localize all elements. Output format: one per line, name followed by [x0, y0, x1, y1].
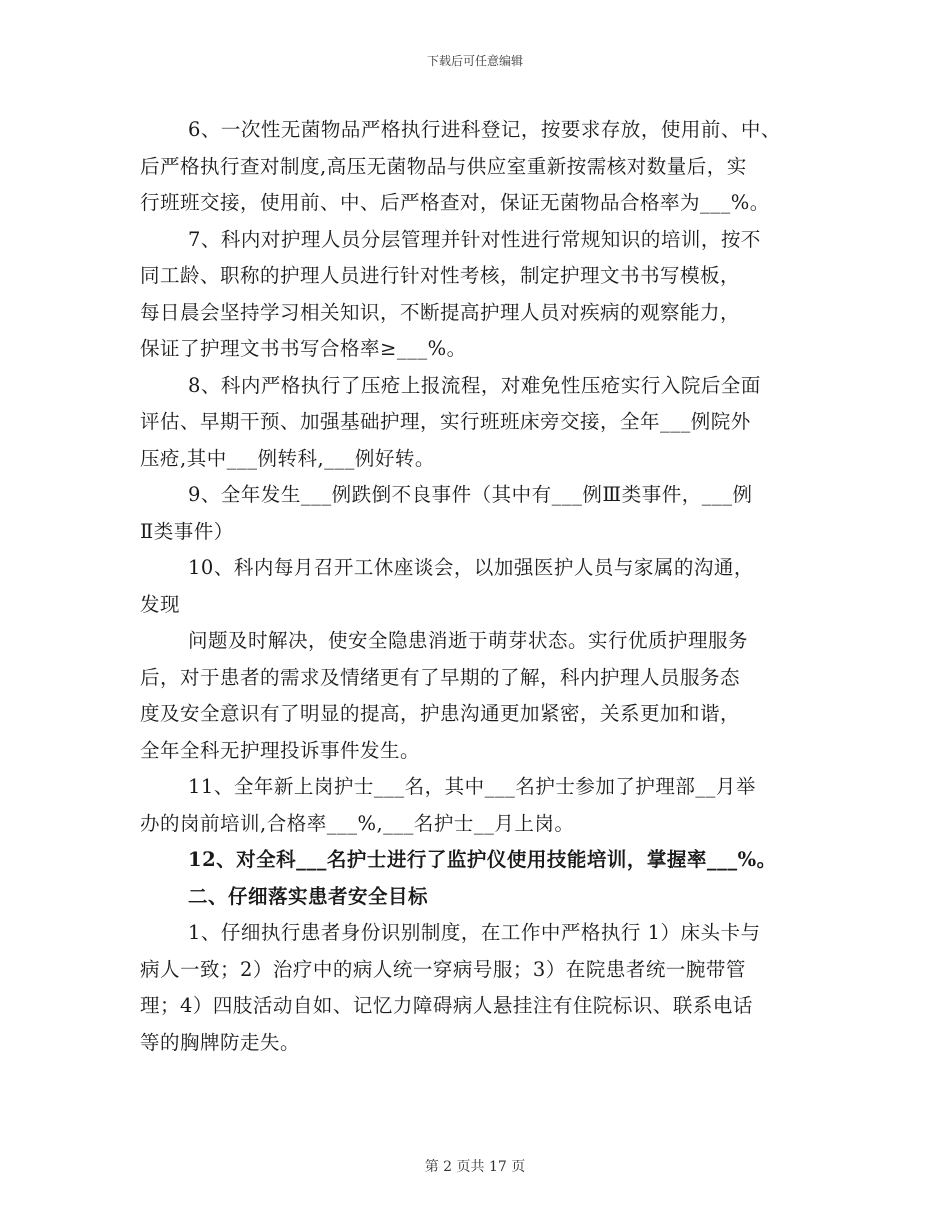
section-heading: 二、仔细落实患者安全目标 — [188, 884, 429, 908]
paragraph-line: 10、科内每月召开工休座谈会，以加强医护人员与家属的沟通， — [188, 556, 754, 579]
paragraph-line: 压疮,其中___例转科,___例好转。 — [140, 446, 435, 470]
paragraph-line: 行班班交接，使用前、中、后严格查对，保证无菌物品合格率为___%。 — [140, 191, 770, 214]
paragraph-line: 办的岗前培训,合格率___%,___名护士__月上岗。 — [140, 811, 575, 835]
paragraph-line: 后严格执行查对制度,高压无菌物品与供应室重新按需核对数量后，实 — [140, 154, 747, 178]
paragraph-line: 11、全年新上岗护士___名，其中___名护士参加了护理部__月举 — [188, 775, 756, 798]
paragraph-line: 9、全年发生___例跌倒不良事件（其中有___例Ⅲ类事件，___例 — [188, 483, 753, 506]
paragraph-line: 6、一次性无菌物品严格执行进科登记，按要求存放，使用前、中、 — [188, 118, 781, 141]
document-body — [140, 112, 810, 1061]
paragraph-line: 问题及时解决，使安全隐患消逝于萌芽状态。实行优质护理服务 — [188, 629, 749, 652]
paragraph-line: 同工龄、职称的护理人员进行针对性考核，制定护理文书书写模板， — [140, 264, 741, 287]
page-footer: 第 2 页共 17 页 — [424, 1159, 526, 1175]
paragraph-line: Ⅱ类事件） — [140, 519, 234, 543]
paragraph-line: 1、仔细执行患者身份识别制度，在工作中严格执行 1）床头卡与 — [188, 921, 761, 944]
paragraph-line: 度及安全意识有了明显的提高，护患沟通更加紧密，关系更加和谐， — [140, 702, 741, 725]
paragraph-line: 病人一致；2）治疗中的病人统一穿病号服；3）在院患者统一腕带管 — [140, 957, 746, 981]
paragraph-line: 等的胸牌防走失。 — [140, 1030, 301, 1054]
paragraph-line: 发现 — [140, 592, 181, 616]
paragraph-line: 后，对于患者的需求及情绪更有了早期的了解，科内护理人员服务态 — [140, 665, 741, 689]
paragraph-line: 每日晨会坚持学习相关知识，不断提高护理人员对疾病的观察能力， — [140, 300, 741, 324]
paragraph-line: 保证了护理文书书写合格率≥___%。 — [140, 337, 467, 360]
paragraph-line: 8、科内严格执行了压疮上报流程，对难免性压疮实行入院后全面 — [188, 373, 761, 397]
paragraph-line: 7、科内对护理人员分层管理并针对性进行常规知识的培训，按不 — [188, 227, 761, 251]
paragraph-line: 全年全科无护理投诉事件发生。 — [140, 738, 421, 762]
paragraph-line-bold: 12、对全科___名护士进行了监护仪使用技能培训，掌握率___%。 — [188, 848, 777, 871]
paragraph-line: 理；4）四肢活动自如、记忆力障碍病人悬挂注有住院标识、联系电话 — [140, 994, 753, 1017]
paragraph-line: 评估、早期干预、加强基础护理，实行班班床旁交接，全年___例院外 — [140, 410, 751, 433]
page-header: 下载后可任意编辑 — [426, 54, 523, 68]
